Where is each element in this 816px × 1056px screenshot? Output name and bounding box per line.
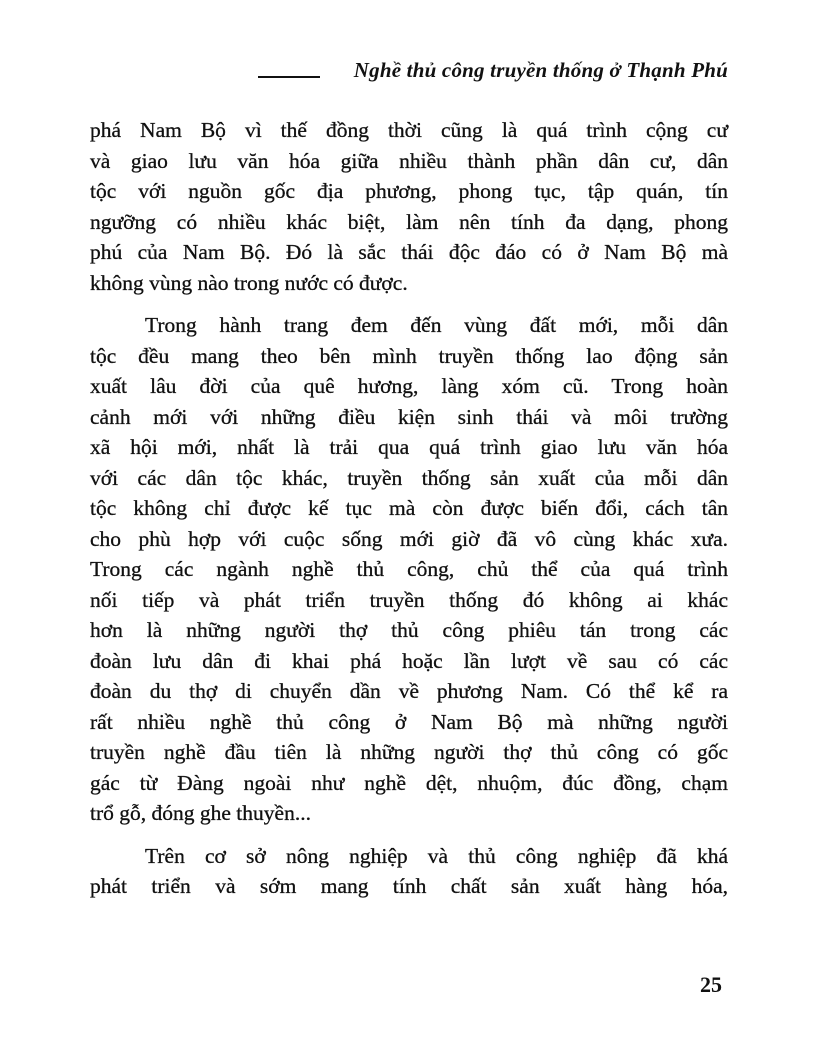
- text-line: xã hội mới, nhất là trải qua quá trình giao lưu văn hóa: [90, 435, 728, 459]
- text-line: tộc không chỉ được kế tục mà còn được biến đổi, cách tân: [90, 496, 728, 520]
- text-line: phú của Nam Bộ. Đó là sắc thái độc đáo có ở Nam Bộ mà: [90, 240, 728, 264]
- text-line: hơn là những người thợ thủ công phiêu tán trong các: [90, 618, 728, 642]
- text-line: đoàn lưu dân đi khai phá hoặc lần lượt về sau có các: [90, 648, 728, 673]
- text-line: không vùng nào trong nước có được.: [90, 270, 408, 295]
- text-line: và giao lưu văn hóa giữa nhiều thành phần dân cư, dân: [90, 148, 728, 173]
- text-line: truyền nghề đầu tiên là những người thợ thủ công có gốc: [90, 740, 728, 764]
- text-line: với các dân tộc khác, truyền thống sản xuất của mỗi dân: [90, 465, 728, 490]
- text-line: phát triển và sớm mang tính chất sản xuất hàng hóa,: [90, 874, 728, 898]
- body-text: [90, 115, 728, 914]
- text-line: tộc đều mang theo bên mình truyền thống lao động sản: [90, 343, 728, 368]
- page-number: 25: [700, 972, 722, 997]
- text-line: gác từ Đàng ngoài như nghề dệt, nhuộm, đúc đồng, chạm: [90, 770, 728, 795]
- paragraph-1: [90, 115, 728, 298]
- text-line: rất nhiều nghề thủ công ở Nam Bộ mà những người: [90, 709, 728, 734]
- text-line: Trên cơ sở nông nghiệp và thủ công nghiệp đã khá: [145, 843, 728, 868]
- paragraph-2: [90, 310, 728, 829]
- text-line: phá Nam Bộ vì thế đồng thời cũng là quá trình cộng cư: [90, 118, 728, 142]
- text-line: xuất lâu đời của quê hương, làng xóm cũ. Trong hoàn: [90, 374, 728, 398]
- header-rule: [258, 76, 320, 78]
- text-line: trổ gỗ, đóng ghe thuyền...: [90, 801, 311, 825]
- text-line: nối tiếp và phát triển truyền thống đó không ai khác: [90, 587, 728, 612]
- text-line: tộc với nguồn gốc địa phương, phong tục, tập quán, tín: [90, 179, 728, 203]
- text-line: Trong các ngành nghề thủ công, chủ thể của quá trình: [90, 557, 728, 581]
- running-header: [258, 58, 728, 88]
- text-line: Trong hành trang đem đến vùng đất mới, mỗi dân: [145, 313, 728, 337]
- header-title: Nghề thủ công truyền thống ở Thạnh Phú: [353, 58, 728, 82]
- paragraph-3: [90, 841, 728, 902]
- text-line: cảnh mới với những điều kiện sinh thái và môi trường: [90, 404, 728, 429]
- text-line: đoàn du thợ di chuyển dần về phương Nam. Có thể kể ra: [90, 679, 728, 703]
- text-line: ngưỡng có nhiều khác biệt, làm nên tính đa dạng, phong: [90, 209, 728, 234]
- text-line: cho phù hợp với cuộc sống mới giờ đã vô cùng khác xưa.: [90, 526, 728, 551]
